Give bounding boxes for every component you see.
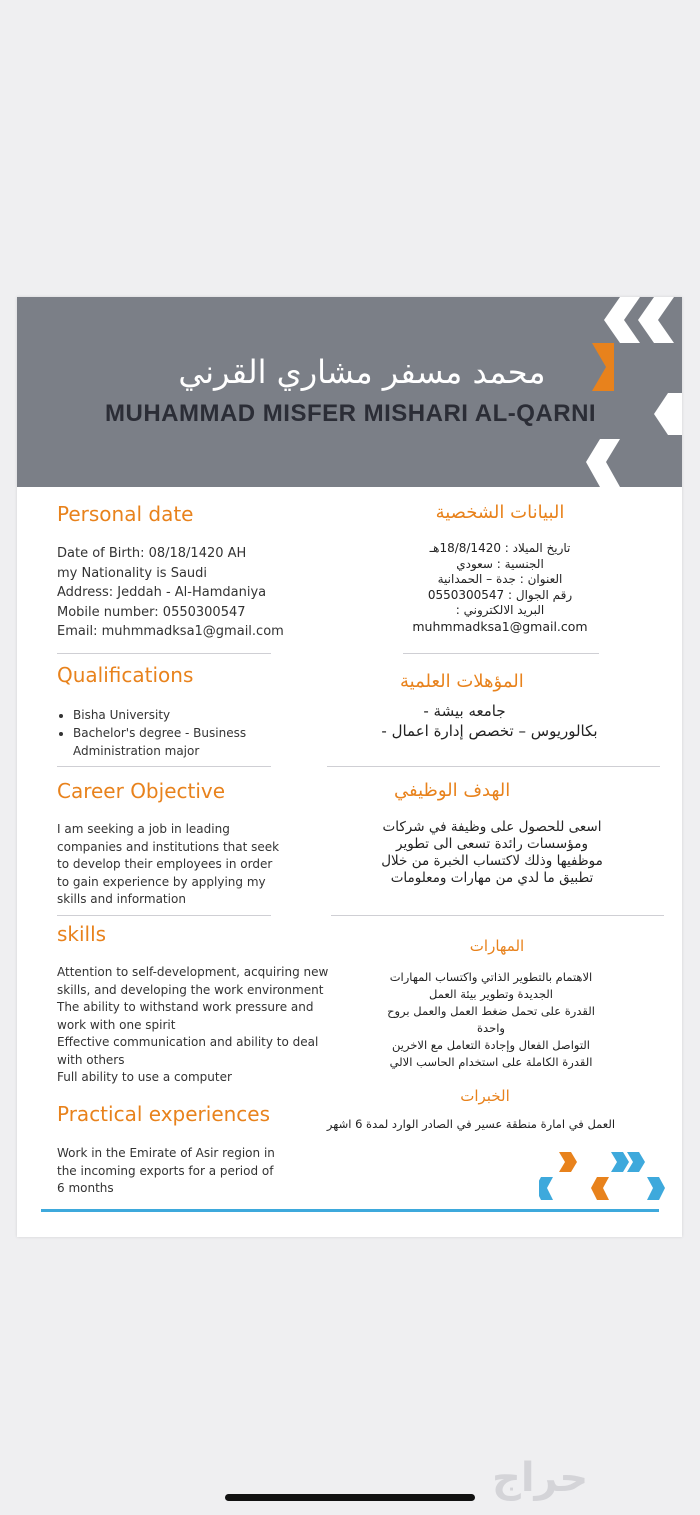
university-ar: جامعه بيشة -: [423, 702, 506, 720]
dob-en: Date of Birth: 08/18/1420 AH: [57, 546, 247, 561]
text-line: skills, and developing the work environment: [57, 982, 324, 997]
footer-chevrons-graphic: [539, 1150, 669, 1202]
degree-ar: بكالوريوس – تخصص إدارة اعمال -: [381, 722, 598, 740]
text-line: تطبيق ما لدي من مهارات ومعلومات: [390, 870, 594, 886]
skills-text-en: [57, 964, 332, 1087]
orange-chevron: [592, 343, 614, 391]
personal-details-en: [57, 544, 284, 642]
white-chevron-top-2: [638, 297, 674, 343]
text-line: القدرة الكاملة على استخدام الحاسب الالي: [389, 1055, 593, 1069]
white-chevron-low: [586, 439, 620, 487]
qualifications-title-ar: المؤهلات العلمية: [400, 671, 524, 692]
text-line: Full ability to use a computer: [57, 1070, 232, 1084]
text-line: to develop their employees in order: [57, 857, 273, 871]
experience-text-ar: العمل في امارة منطقة عسير في الصادر الوارد لمدة 6 اشهر: [326, 1117, 616, 1131]
name-english: MUHAMMAD MISFER MISHARI AL-QARNI: [105, 400, 597, 427]
skills-title-en: skills: [57, 922, 107, 946]
blue-chevron: [539, 1177, 553, 1200]
dob-ar: تاريخ الميلاد : 18/8/1420هـ: [429, 541, 571, 555]
text-line: ومؤسسات رائدة تسعى الى تطوير: [396, 836, 588, 852]
text-line: with others: [57, 1052, 125, 1067]
experience-title-en: Practical experiences: [57, 1102, 271, 1126]
text-line: The ability to withstand work pressure and: [57, 1000, 314, 1014]
address-en: Address: Jeddah - Al-Hamdaniya: [57, 585, 267, 600]
text-line: the incoming exports for a period of: [57, 1163, 274, 1178]
objective-text-ar: [357, 819, 627, 887]
text-line: Work in the Emirate of Asir region in: [57, 1146, 275, 1160]
mobile-en: Mobile number: 0550300547: [57, 604, 246, 620]
text-line: الاهتمام بالتطوير الذاتي واكتساب المهارات: [389, 970, 593, 984]
email-label-ar: البريد الالكتروني :: [455, 603, 545, 617]
mobile-ar: رقم الجوال : 0550300547: [427, 587, 573, 602]
divider: [57, 766, 271, 767]
resume-card: [17, 297, 682, 1237]
list-item: • Bisha University: [73, 706, 283, 724]
white-chevron-mid: [654, 393, 682, 435]
text-line: القدرة على تحمل ضغط العمل والعمل بروح: [387, 1004, 595, 1018]
qualifications-ar: [357, 701, 622, 741]
text-line: I am seeking a job in leading: [57, 822, 230, 836]
objective-title-en: Career Objective: [57, 779, 226, 803]
objective-title-ar: الهدف الوظيفي: [394, 780, 511, 801]
divider: [57, 653, 271, 654]
bottom-rule: [41, 1209, 659, 1212]
qualifications-list-en: [57, 706, 283, 760]
text-line: Effective communication and ability to deal: [57, 1035, 319, 1049]
personal-title-en: Personal date: [57, 502, 194, 526]
address-ar: العنوان : جدة – الحمدانية: [437, 572, 563, 586]
home-indicator[interactable]: [225, 1494, 475, 1501]
skills-title-ar: المهارات: [469, 937, 525, 955]
text-line: Attention to self-development, acquiring new: [57, 965, 329, 979]
header-chevrons-graphic: [582, 297, 682, 487]
divider: [331, 915, 664, 916]
divider: [403, 653, 599, 654]
qualifications-title-en: Qualifications: [57, 663, 194, 687]
objective-text-en: [57, 821, 287, 909]
haraj-watermark-logo: حراج: [492, 1455, 589, 1501]
personal-details-ar: [380, 541, 620, 634]
text-line: skills and information: [57, 892, 186, 906]
divider: [327, 766, 660, 767]
text-line: موظفيها وذلك لاكتساب الخبرة من خلال: [381, 853, 603, 869]
nationality-en: my Nationality is Saudi: [57, 565, 208, 581]
text-line: التواصل الفعال وإجادة التعامل مع الاخرين: [391, 1038, 591, 1052]
orange-chevron: [591, 1177, 609, 1200]
blue-chevron: [627, 1152, 645, 1172]
text-line: اسعى للحصول على وظيفة في شركات: [382, 819, 602, 835]
text-line: work with one spirit: [57, 1017, 176, 1032]
text-line: واحدة: [477, 1021, 505, 1035]
name-arabic: محمد مسفر مشاري القرني: [178, 353, 546, 391]
email-en: Email: muhmmadksa1@gmail.com: [57, 624, 284, 639]
text-line: companies and institutions that seek: [57, 839, 280, 854]
experience-text-en: [57, 1145, 287, 1198]
text-line: 6 months: [57, 1181, 114, 1195]
list-item: • Bachelor's degree - Business Administration major: [73, 724, 283, 760]
divider: [57, 915, 271, 916]
blue-chevron: [647, 1177, 665, 1200]
text-line: الجديدة وتطوير بيئة العمل: [429, 987, 553, 1001]
personal-title-ar: البيانات الشخصية: [435, 502, 565, 523]
skills-text-ar: [357, 969, 625, 1071]
resume-header: [17, 297, 682, 487]
orange-chevron: [559, 1152, 577, 1172]
experience-title-ar: الخبرات: [460, 1087, 510, 1105]
nationality-ar: الجنسية : سعودي: [456, 556, 544, 571]
white-chevron-top: [604, 297, 640, 343]
email-ar: muhmmadksa1@gmail.com: [412, 618, 588, 634]
text-line: to gain experience by applying my: [57, 874, 266, 889]
blue-chevron: [611, 1152, 629, 1172]
